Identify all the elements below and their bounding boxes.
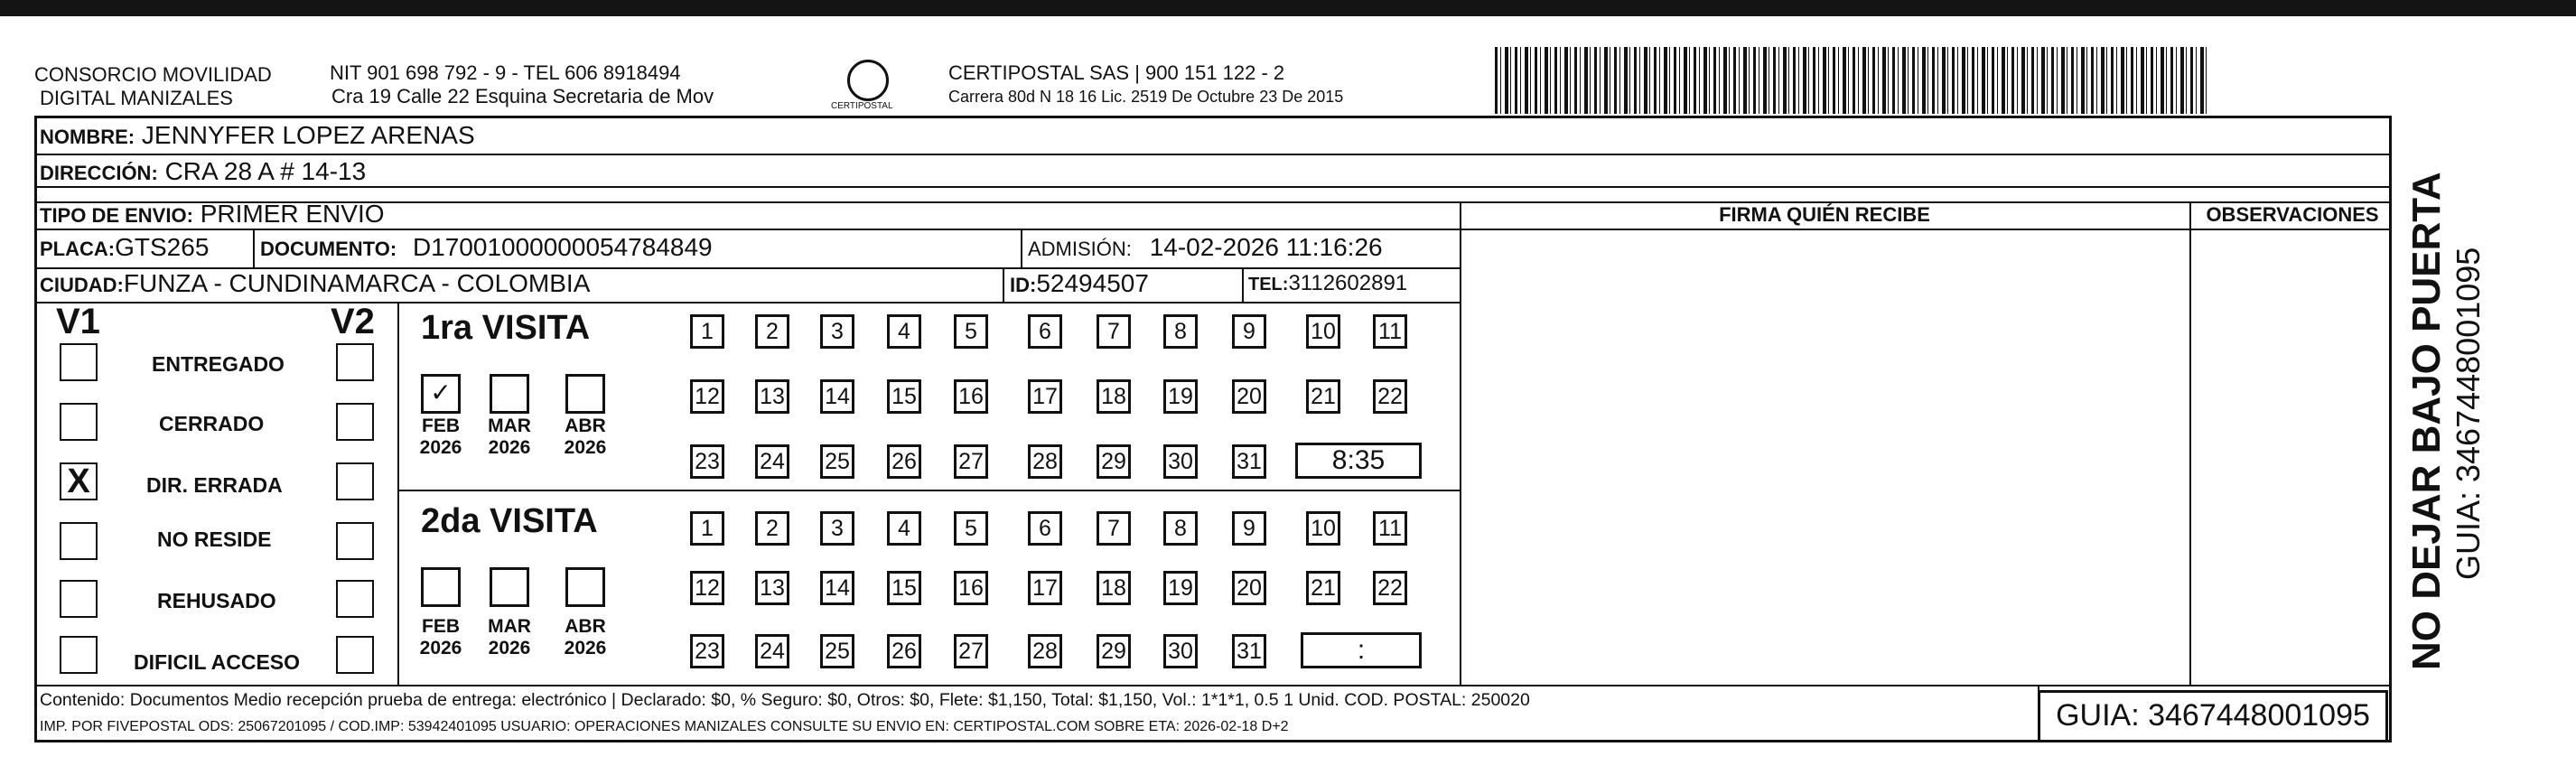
year-label: 2026 [564, 638, 607, 658]
day-box[interactable] [1232, 511, 1266, 546]
v1-dir-errada-checkbox[interactable] [60, 462, 98, 500]
row-line [34, 154, 2392, 155]
day-box[interactable] [1097, 314, 1131, 349]
day-number: 17 [1032, 575, 1058, 601]
day-box[interactable] [1232, 379, 1266, 414]
v1-rehusado-checkbox[interactable] [60, 580, 98, 618]
company-line-1: CONSORCIO MOVILIDAD [34, 63, 272, 86]
day-number: 12 [695, 575, 720, 601]
v1-cerrado-checkbox[interactable] [60, 403, 98, 441]
visit1-time-value: 8:35 [1331, 445, 1386, 475]
day-number: 22 [1377, 575, 1403, 601]
day-box[interactable] [820, 444, 854, 479]
day-box[interactable] [1028, 634, 1062, 668]
visit1-month-feb [414, 416, 468, 459]
day-box[interactable] [1373, 511, 1407, 546]
nombre-label: NOMBRE: [40, 126, 135, 148]
row-line [34, 302, 1460, 303]
status-entregado: ENTREGADO [152, 352, 285, 376]
day-box[interactable] [1373, 379, 1407, 414]
day-number: 27 [958, 449, 984, 474]
day-box[interactable] [1163, 379, 1198, 414]
day-number: 8 [1174, 516, 1187, 541]
company-name [34, 63, 272, 110]
day-box[interactable] [1163, 571, 1198, 605]
day-number: 24 [760, 639, 785, 664]
day-number: 15 [891, 384, 917, 409]
year-label: 2026 [488, 638, 531, 658]
col-line [1242, 267, 1244, 302]
day-number: 3 [831, 319, 844, 344]
day-box[interactable] [954, 511, 988, 546]
day-number: 28 [1032, 639, 1058, 664]
v1-header: V1 [56, 302, 100, 341]
admision-label: ADMISIÓN: [1028, 238, 1132, 260]
day-box[interactable] [1028, 314, 1062, 349]
day-box[interactable] [820, 571, 854, 605]
day-box[interactable] [820, 511, 854, 546]
visit2-time-value: : [1357, 635, 1366, 665]
v2-rehusado-checkbox[interactable] [336, 580, 374, 618]
tel-label: TEL: [1248, 275, 1289, 294]
top-dark-band [0, 0, 2576, 16]
v2-entregado-checkbox[interactable] [336, 343, 374, 381]
footer-print-info: IMP. POR FIVEPOSTAL ODS: 25067201095 / COD.IMP: 53942401095 USUARIO: OPERACIONES MANIZALES CONSULTE SU ENVIO EN: CERTIPOSTAL.COM SOBRE ETA: 2026-02-18 D+2 [40, 719, 1289, 734]
year-label: 2026 [488, 437, 531, 458]
direccion-label: DIRECCIÓN: [40, 162, 158, 184]
month-label: MAR [488, 416, 531, 436]
col-line [1460, 201, 1461, 685]
day-box[interactable] [1232, 634, 1266, 668]
day-box[interactable] [1097, 571, 1131, 605]
tel-value: 3112602891 [1288, 271, 1408, 295]
day-box[interactable] [1306, 314, 1340, 349]
month-label: FEB [422, 416, 460, 436]
col-line [397, 302, 399, 685]
day-number: 11 [1378, 319, 1402, 344]
day-number: 19 [1168, 384, 1193, 409]
day-number: 28 [1032, 449, 1058, 474]
day-number: 31 [1237, 449, 1262, 474]
day-number: 2 [766, 516, 779, 541]
day-box[interactable] [1306, 571, 1340, 605]
status-no-reside: NO RESIDE [157, 528, 272, 551]
status-dir-errada: DIR. ERRADA [146, 473, 283, 497]
visit2-abr-box[interactable] [565, 567, 605, 607]
day-number: 1 [701, 516, 714, 541]
day-box[interactable] [1028, 379, 1062, 414]
status-dificil-acceso: DIFICIL ACCESO [134, 650, 301, 674]
day-box[interactable] [820, 634, 854, 668]
day-box[interactable] [954, 379, 988, 414]
certipostal-logo-icon [847, 60, 889, 101]
check-mark-icon: ✓ [430, 378, 452, 406]
day-box[interactable] [1163, 314, 1198, 349]
day-box[interactable] [690, 379, 724, 414]
day-number: 25 [825, 639, 850, 664]
day-box[interactable] [755, 379, 789, 414]
day-box[interactable] [755, 511, 789, 546]
carrier-info [948, 61, 1343, 108]
day-box[interactable] [1373, 314, 1407, 349]
day-box[interactable] [690, 314, 724, 349]
placa-label: PLACA: [40, 238, 116, 260]
row-line [34, 229, 2392, 230]
tel-field [1248, 271, 1407, 296]
day-number: 7 [1107, 516, 1120, 541]
ciudad-label: CIUDAD: [40, 274, 124, 296]
day-box[interactable] [887, 634, 921, 668]
day-number: 21 [1311, 384, 1336, 409]
visit2-month-abr [558, 616, 612, 659]
day-box[interactable] [690, 444, 724, 479]
v1-no-reside-checkbox[interactable] [60, 522, 98, 560]
day-number: 20 [1237, 575, 1262, 601]
day-box[interactable] [954, 571, 988, 605]
month-label: ABR [565, 616, 606, 637]
day-box[interactable] [887, 444, 921, 479]
day-box[interactable] [954, 444, 988, 479]
day-number: 29 [1101, 449, 1126, 474]
day-box[interactable] [954, 314, 988, 349]
barcode [1495, 47, 2208, 114]
day-box[interactable] [1028, 511, 1062, 546]
day-box[interactable] [1232, 314, 1266, 349]
visit2-month-mar [482, 616, 537, 659]
day-box[interactable] [690, 634, 724, 668]
day-number: 19 [1168, 575, 1193, 601]
month-label: ABR [565, 416, 606, 436]
visit2-month-feb [414, 616, 468, 659]
day-number: 6 [1039, 516, 1051, 541]
day-number: 20 [1237, 384, 1262, 409]
day-number: 14 [825, 384, 850, 409]
day-number: 25 [825, 449, 850, 474]
day-box[interactable] [1232, 444, 1266, 479]
day-box[interactable] [954, 634, 988, 668]
day-number: 29 [1101, 639, 1126, 664]
visit1-abr-box[interactable] [565, 374, 605, 414]
firma-header: FIRMA QUIÉN RECIBE [1719, 203, 1930, 226]
day-box[interactable] [755, 444, 789, 479]
footer-contents: Contenido: Documentos Medio recepción prueba de entrega: electrónico | Declarado: $0, % Seguro: $0, Otros: $0, Flete: $1,150, Total: $1,150, Vol.: 1*1*1, 0.5 1 Unid. COD. POSTAL: 250020 [40, 690, 1530, 710]
guia-number-box [2038, 690, 2388, 742]
year-label: 2026 [564, 437, 607, 458]
day-box[interactable] [1097, 634, 1131, 668]
col-line [253, 229, 255, 267]
guia-number: GUIA: 3467448001095 [2056, 698, 2370, 733]
v1-entregado-checkbox[interactable] [60, 343, 98, 381]
visit1-feb-box[interactable] [421, 374, 461, 414]
visit1-time-box[interactable] [1295, 443, 1422, 479]
day-number: 3 [831, 516, 844, 541]
v2-header: V2 [331, 302, 375, 341]
nombre-value: JENNYFER LOPEZ ARENAS [141, 121, 475, 149]
day-box[interactable] [887, 379, 921, 414]
day-number: 23 [695, 449, 720, 474]
side-warning: NO DEJAR BAJO PUERTA [2404, 172, 2449, 670]
day-number: 18 [1101, 384, 1126, 409]
day-number: 30 [1168, 449, 1193, 474]
month-label: FEB [422, 616, 460, 637]
documento-value: D17001000000054784849 [412, 233, 713, 261]
carrier-line-2: Carrera 80d N 18 16 Lic. 2519 De Octubre 23 De 2015 [948, 88, 1344, 106]
day-number: 26 [891, 639, 917, 664]
day-box[interactable] [887, 511, 921, 546]
v2-no-reside-checkbox[interactable] [336, 522, 374, 560]
visit1-mar-box[interactable] [490, 374, 529, 414]
day-number: 1 [701, 319, 714, 344]
day-number: 15 [891, 575, 917, 601]
day-number: 16 [958, 384, 984, 409]
day-box[interactable] [755, 314, 789, 349]
day-box[interactable] [1232, 571, 1266, 605]
visit1-month-abr [558, 416, 612, 459]
col-line [1021, 229, 1022, 267]
day-box[interactable] [887, 314, 921, 349]
day-number: 27 [958, 639, 984, 664]
day-number: 24 [760, 449, 785, 474]
v2-cerrado-checkbox[interactable] [336, 403, 374, 441]
month-label: MAR [488, 616, 531, 637]
day-number: 18 [1101, 575, 1126, 601]
day-box[interactable] [1097, 511, 1131, 546]
admision-value: 14-02-2026 11:16:26 [1149, 233, 1383, 261]
day-box[interactable] [1028, 571, 1062, 605]
day-box[interactable] [1306, 511, 1340, 546]
visit1-title: 1ra VISITA [421, 309, 591, 347]
day-number: 21 [1311, 575, 1336, 601]
day-box[interactable] [820, 379, 854, 414]
day-number: 23 [695, 639, 720, 664]
status-rehusado: REHUSADO [157, 589, 276, 612]
day-box[interactable] [887, 571, 921, 605]
visit1-month-mar [482, 416, 537, 459]
col-line [2189, 201, 2191, 685]
x-mark-icon: X [67, 462, 90, 500]
day-box[interactable] [690, 571, 724, 605]
carrier-line-1: CERTIPOSTAL SAS | 900 151 122 - 2 [948, 61, 1285, 84]
day-box[interactable] [1163, 444, 1198, 479]
day-number: 16 [958, 575, 984, 601]
day-number: 4 [898, 319, 910, 344]
tipo-envio-value: PRIMER ENVIO [200, 200, 385, 228]
documento-label: DOCUMENTO: [260, 238, 397, 260]
day-number: 17 [1032, 384, 1058, 409]
placa-value: GTS265 [115, 233, 210, 261]
day-number: 10 [1311, 319, 1336, 344]
logo-caption: CERTIPOSTAL [831, 101, 893, 111]
day-box[interactable] [1097, 444, 1131, 479]
tipo-envio-label: TIPO DE ENVIO: [40, 204, 193, 227]
day-number: 26 [891, 449, 917, 474]
nit-line: NIT 901 698 792 - 9 - TEL 606 8918494 [330, 61, 681, 84]
day-number: 10 [1311, 516, 1336, 541]
day-number: 30 [1168, 639, 1193, 664]
day-box[interactable] [755, 634, 789, 668]
v2-dir-errada-checkbox[interactable] [336, 462, 374, 500]
day-box[interactable] [1373, 571, 1407, 605]
observaciones-header: OBSERVACIONES [2206, 203, 2379, 226]
col-line [1003, 267, 1004, 302]
day-number: 31 [1237, 639, 1262, 664]
day-number: 8 [1174, 319, 1187, 344]
day-box[interactable] [1306, 379, 1340, 414]
placa-field [40, 233, 209, 262]
direccion-field [40, 157, 366, 186]
day-box[interactable] [1163, 634, 1198, 668]
documento-field [260, 233, 713, 262]
day-number: 6 [1039, 319, 1051, 344]
visit2-time-box[interactable] [1301, 632, 1422, 668]
day-number: 5 [965, 516, 977, 541]
day-box[interactable] [1028, 444, 1062, 479]
day-box[interactable] [690, 511, 724, 546]
day-number: 9 [1243, 319, 1255, 344]
v2-dificil-acceso-checkbox[interactable] [336, 636, 374, 674]
day-number: 9 [1243, 516, 1255, 541]
id-value: 52494507 [1036, 269, 1149, 297]
ciudad-field [40, 269, 590, 298]
day-box[interactable] [755, 571, 789, 605]
admision-field [1028, 233, 1383, 262]
nit-info [330, 61, 714, 108]
id-label: ID: [1010, 274, 1037, 296]
company-line-2: DIGITAL MANIZALES [40, 87, 233, 109]
row-line [397, 490, 1460, 491]
day-number: 4 [898, 516, 910, 541]
day-number: 7 [1107, 319, 1120, 344]
row-line [34, 186, 2392, 188]
v1-dificil-acceso-checkbox[interactable] [60, 636, 98, 674]
ciudad-value: FUNZA - CUNDINAMARCA - COLOMBIA [123, 269, 591, 297]
day-number: 22 [1377, 384, 1403, 409]
day-number: 12 [695, 384, 720, 409]
day-number: 13 [760, 575, 785, 601]
side-guia: GUIA: 3467448001095 [2450, 247, 2487, 580]
day-box[interactable] [1097, 379, 1131, 414]
day-number: 2 [766, 319, 779, 344]
visit2-mar-box[interactable] [490, 567, 529, 607]
address-line: Cra 19 Calle 22 Esquina Secretaria de Mov [331, 85, 714, 107]
day-number: 5 [965, 319, 977, 344]
day-box[interactable] [1163, 511, 1198, 546]
visit2-feb-box[interactable] [421, 567, 461, 607]
day-box[interactable] [820, 314, 854, 349]
status-cerrado: CERRADO [159, 412, 265, 435]
year-label: 2026 [419, 638, 462, 658]
year-label: 2026 [419, 437, 462, 458]
direccion-value: CRA 28 A # 14-13 [164, 157, 367, 185]
nombre-field [40, 121, 475, 150]
day-number: 11 [1378, 516, 1402, 541]
day-number: 13 [760, 384, 785, 409]
tipo-envio-field [40, 200, 385, 229]
visit2-title: 2da VISITA [421, 502, 598, 540]
id-field [1010, 269, 1149, 298]
day-number: 14 [825, 575, 850, 601]
